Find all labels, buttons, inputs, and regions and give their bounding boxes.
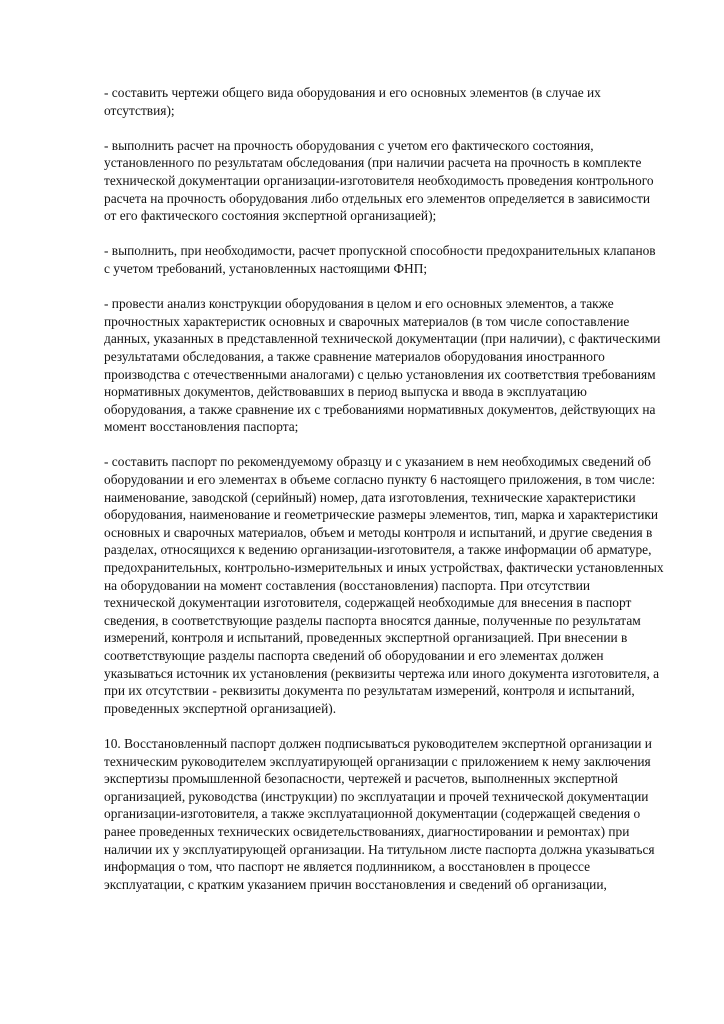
paragraph-strength-calculation: - выполнить расчет на прочность оборудования с учетом его фактического состояния, установленного по результатам обследования (при наличии расчета на прочность в комплекте технической документации организации-изготовителя необходимость проведения контрольного расчета на прочность оборудования либо отдельных его элементов определяется в зависимости от его фактического состояния экспертной организацией); [104,137,654,224]
paragraph-item-10: 10. Восстановленный паспорт должен подписываться руководителем экспертной организации и техническим руководителем эксплуатирующей организации с приложением к нему заключения экспертизы промышленной безопасности, чертежей и расчетов, выполненных экспертной организацией, руководства (инструкции) по эксплуатации и прочей технической документации организации-изготовителя, а также эксплуатационной документации (содержащей сведения о ранее проведенных технических освидетельствованиях, диагностировании и ремонтах) при наличии их у эксплуатирующей организации. На титульном листе паспорта должна указываться информация о том, что паспорт не является подлинником, а восстановлен в процессе эксплуатации, с кратким указанием причин восстановления и сведений об организации, [104,735,655,892]
paragraph-design-analysis: - провести анализ конструкции оборудования в целом и его основных элементов, а также прочностных характеристик основных и сварочных материалов (в том числе сопоставление данных, указанных в представленной технической документации (при наличии), с фактическими результатами обследования, а также сравнение материалов оборудования иностранного производства с отечественными аналогами) с целью установления их соответствия требованиям нормативных документов, действовавших в период выпуска и ввода в эксплуатацию оборудования, а также сравнение их с требованиями нормативных документов, действующих на момент восстановления паспорта; [104,296,661,435]
document-page [104,84,664,911]
paragraph-valve-capacity: - выполнить, при необходимости, расчет пропускной способности предохранительных клапанов с учетом требований, установленных настоящими ФНП; [104,243,656,276]
paragraph-compose-passport: - составить паспорт по рекомендуемому образцу и с указанием в нем необходимых сведений об оборудовании и его элементах в объеме согласно пункту 6 настоящего приложения, в том числе: наименование, заводской (серийный) номер, дата изготовления, технические характеристики оборудования, наименование и геометрические размеры элементов, тип, марка и характеристики основных и сварочных материалов, объем и методы контроля и испытаний, и другие сведения в разделах, относящихся к ведению организации-изготовителя, а также информации об арматуре, предохранительных, контрольно-измерительных и иных устройствах, фактически установленных на оборудовании на момент составления (восстановления) паспорта. При отсутствии технической документации изготовителя, содержащей необходимые для внесения в паспорт сведения, в соответствующие разделы паспорта вносятся данные, полученные по результатам измерений, контроля и испытаний, проведенных экспертной организацией. При внесении в соответствующие разделы паспорта сведений об оборудовании и его элементах должен указываться источник их установления (реквизиты чертежа или иного документа изготовителя, а при их отсутствии - реквизиты документа по результатам измерений, контроля и испытаний, проведенных экспертной организацией). [104,454,664,716]
paragraph-drawings: - составить чертежи общего вида оборудования и его основных элементов (в случае их отсутствия); [104,85,601,118]
